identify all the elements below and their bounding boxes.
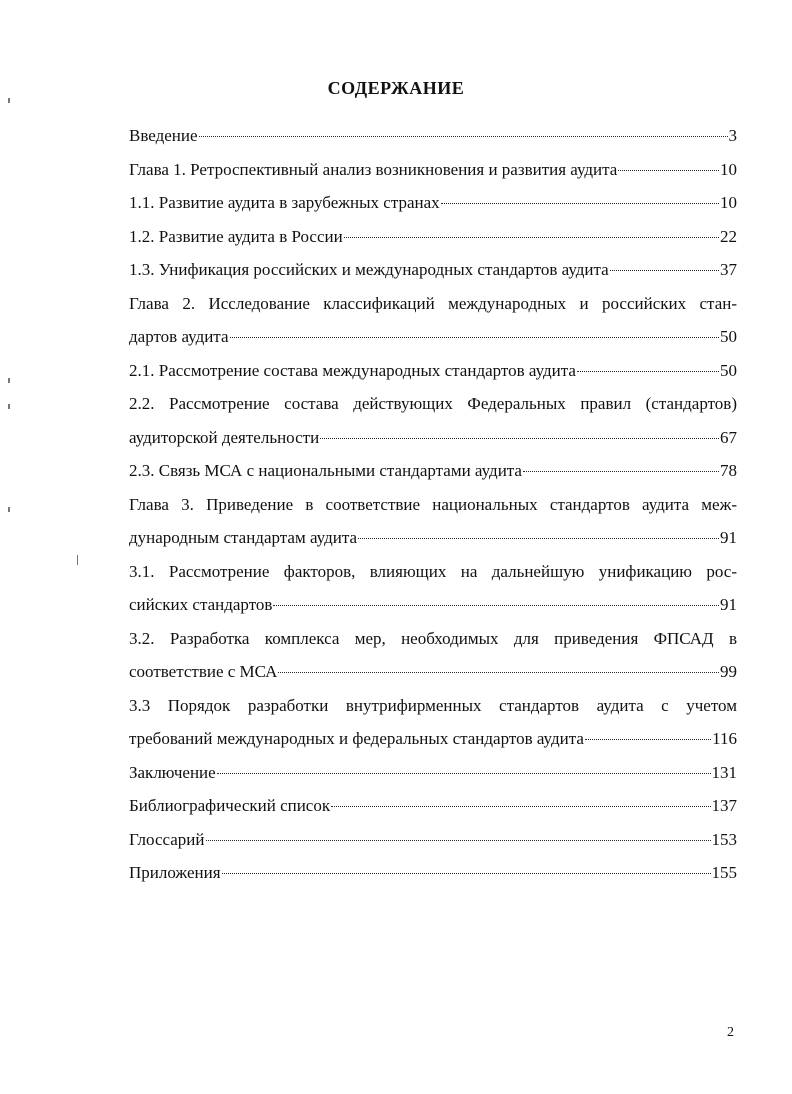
toc-entry-text: Глава 1. Ретроспективный анализ возникновения и развития аудита xyxy=(129,159,618,179)
toc-entry-page: 91 xyxy=(720,595,737,614)
page-number: 2 xyxy=(727,1025,734,1040)
toc-entry-text: 1.2. Развитие аудита в России xyxy=(129,226,343,246)
toc-entry xyxy=(129,193,737,213)
dot-leader xyxy=(206,840,711,841)
toc-entry xyxy=(129,461,737,481)
toc-entry xyxy=(129,763,737,783)
toc-entry-page: 153 xyxy=(711,829,737,849)
toc-entry xyxy=(129,796,737,816)
scan-mark xyxy=(8,507,10,512)
dot-leader xyxy=(523,471,719,472)
dot-leader xyxy=(199,136,728,137)
dot-leader xyxy=(344,237,719,238)
toc-entry-text: аудиторской деятельности xyxy=(129,427,320,447)
toc-entry-text: Приложения xyxy=(129,863,221,882)
toc-entry-text: соответствие с МСА xyxy=(129,662,278,681)
toc-entry xyxy=(129,729,737,749)
toc-entry-text: Введение xyxy=(129,126,198,145)
toc-entry-line1: 3.3 Порядок разработки внутрифирменных стандартов аудита с учетом xyxy=(129,695,737,715)
toc-entry-page: 37 xyxy=(720,260,737,279)
toc-entry-line1: 3.1. Рассмотрение факторов, влияющих на дальнейшую унификацию рос- xyxy=(129,561,737,581)
toc-entry-text: 2.1. Рассмотрение состава международных стандартов аудита xyxy=(129,360,576,380)
scan-mark xyxy=(8,378,10,383)
toc-entry-page: 50 xyxy=(720,327,737,346)
toc-entry xyxy=(129,595,737,615)
toc-entry-page: 155 xyxy=(711,863,737,882)
toc-entry-page: 10 xyxy=(720,193,737,212)
dot-leader xyxy=(577,371,719,372)
toc-entry xyxy=(129,160,737,180)
dot-leader xyxy=(230,337,720,338)
toc-entry-page: 10 xyxy=(720,159,737,179)
dot-leader xyxy=(320,438,719,439)
toc-entry-line1: 3.2. Разработка комплекса мер, необходимых для приведения ФПСАД в xyxy=(129,628,737,648)
toc-entry-text: Заключение xyxy=(129,762,216,782)
toc-entry-page: 131 xyxy=(711,762,737,782)
toc-entry-page: 99 xyxy=(720,662,737,681)
toc-entry-page: 116 xyxy=(712,729,737,748)
toc-entry xyxy=(129,327,737,347)
toc-entry-text: дартов аудита xyxy=(129,327,229,346)
toc-entry-text: 2.3. Связь МСА с национальными стандартами аудита xyxy=(129,461,522,480)
table-of-contents xyxy=(129,126,737,897)
dot-leader xyxy=(217,773,711,774)
dot-leader xyxy=(273,605,719,606)
toc-entry xyxy=(129,662,737,682)
scan-mark xyxy=(8,404,10,409)
toc-entry-text: сийских стандартов xyxy=(129,595,273,614)
scan-mark xyxy=(8,98,10,103)
scan-mark xyxy=(77,555,78,565)
dot-leader xyxy=(441,203,719,204)
toc-entry xyxy=(129,126,737,146)
toc-entry-text: требований международных и федеральных стандартов аудита xyxy=(129,729,584,748)
toc-entry-page: 3 xyxy=(728,126,737,145)
dot-leader xyxy=(222,873,711,874)
dot-leader xyxy=(585,739,711,740)
dot-leader xyxy=(278,672,719,673)
toc-entry-text: дународным стандартам аудита xyxy=(129,528,358,547)
toc-entry-line1: 2.2. Рассмотрение состава действующих Федеральных правил (стандартов) xyxy=(129,394,737,413)
toc-entry-page: 22 xyxy=(720,226,737,246)
toc-entry-page: 91 xyxy=(720,528,737,547)
dot-leader xyxy=(331,806,710,807)
toc-entry-line1: Глава 3. Приведение в соответствие национальных стандартов аудита меж- xyxy=(129,494,737,514)
toc-entry-line1: Глава 2. Исследование классификаций международных и российских стан- xyxy=(129,293,737,313)
dot-leader xyxy=(618,170,719,171)
toc-entry xyxy=(129,361,737,381)
dot-leader xyxy=(358,538,719,539)
toc-entry-text: 1.1. Развитие аудита в зарубежных странах xyxy=(129,193,440,212)
toc-entry-page: 78 xyxy=(720,461,737,480)
toc-entry xyxy=(129,863,737,883)
toc-entry-text: Библиографический список xyxy=(129,796,331,815)
toc-entry-page: 137 xyxy=(711,796,737,815)
toc-entry xyxy=(129,428,737,448)
page-title: СОДЕРЖАНИЕ xyxy=(327,78,465,98)
toc-entry-page: 50 xyxy=(720,360,737,380)
toc-entry xyxy=(129,528,737,548)
toc-entry-text: Глоссарий xyxy=(129,829,205,849)
dot-leader xyxy=(610,270,719,271)
toc-entry xyxy=(129,830,737,850)
toc-entry xyxy=(129,260,737,280)
toc-entry-text: 1.3. Унификация российских и международных стандартов аудита xyxy=(129,260,609,279)
toc-entry xyxy=(129,227,737,247)
toc-entry-page: 67 xyxy=(720,427,737,447)
